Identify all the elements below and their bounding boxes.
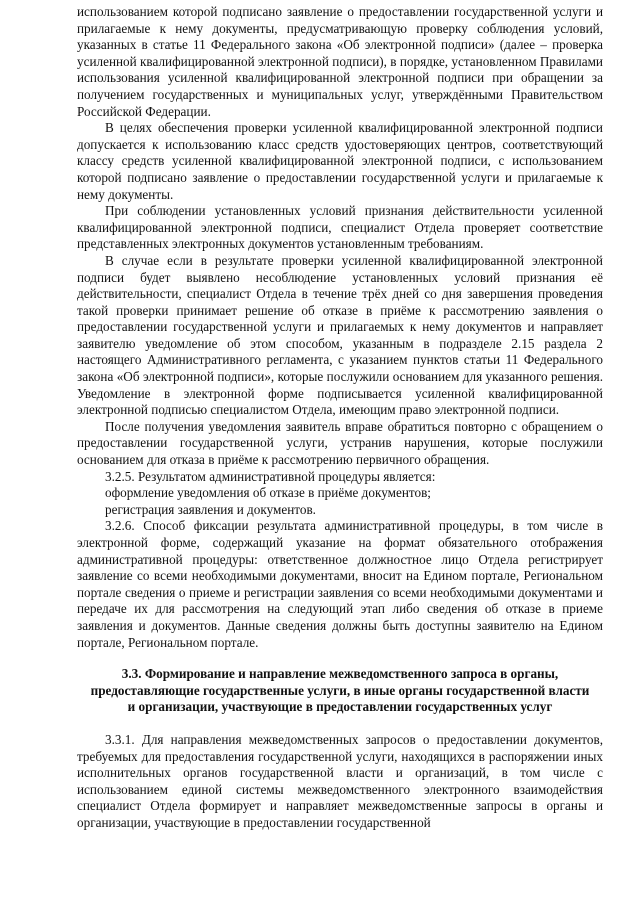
paragraph-verification-tools: В целях обеспечения проверки усиленной квалифицированной электронной подписи допускается к использованию класс средств удостоверяющих центров, соответствующий классу средств усиленной квалифицированной электронной подписи, с использованием которой подписано заявление о предоставлении государственной услуги и прилагаемые к нему документы. [77, 120, 603, 202]
paragraph-validity-conditions: При соблюдении установленных условий признания действительности усиленной квалифицированной электронной подписи, специалист Отдела проверяет соответствие представленных электронных документов установленным требованиям. [77, 203, 603, 252]
section-heading-3-3: 3.3. Формирование и направление межведомственного запроса в органы, предоставляющие государственные услуги, в иные органы государственной власти и организации, участвующие в предоставлении государственных услуг [90, 666, 590, 715]
paragraph-3-2-6-recording-method: 3.2.6. Способ фиксации результата административной процедуры, в том числе в электронной форме, содержащий указание на формат обязательного отображения административной процедуры: ответственное должностное лицо Отдела регистрирует заявление со всеми необходимыми документами, вносит на Едином портале, Региональном портале сведения о приеме и регистрации заявления со всеми необходимыми документами и передаче их для рассмотрения на следующий этап либо сведения об отказе в приеме заявления и документов. Данные сведения должны быть доступны заявителю на Едином портале, Региональном портале. [77, 518, 603, 650]
list-item-refusal-notice: оформление уведомления об отказе в приёме документов; [105, 485, 431, 501]
paragraph-refusal-procedure: В случае если в результате проверки усиленной квалифицированной электронной подписи будет выявлено несоблюдение установленных условий признания её действительности, специалист Отдела в течение трёх дней со дня завершения проведения такой проверки принимает решение об отказе в приёме к рассмотрению заявления о предоставлении государственной услуги и прилагаемых к нему документов и направляет заявителю уведомление об этом способом, указанным в подразделе 2.15 раздела 2 настоящего Административного регламента, с указанием пунктов статьи 11 Федерального закона «Об электронной подписи», которые послужили основанием для указанного решения. Уведомление в электронной форме подписывается усиленной квалифицированной электронной подписью специалистом Отдела, имеющим право электронной подписи. [77, 252, 603, 418]
paragraph-3-3-1-interagency-requests: 3.3.1. Для направления межведомственных запросов о предоставлении документов, требуемых для предоставления государственной услуги, находящихся в распоряжении иных исполнительных органов государственной власти и организаций, в том числе с использованием единой системы межведомственного электронного взаимодействия специалист Отдела формирует и направляет межведомственные запросы в органы и организации, участвующие в предоставлении государственной [77, 731, 603, 830]
paragraph-continuation-signature-check: использованием которой подписано заявление о предоставлении государственной услуги и прилагаемые к нему документы, предусматривающую проверку соблюдения условий, указанных в статье 11 Федерального закона «Об электронной подписи» (далее – проверка усиленной квалифицированной электронной подписи), в порядке, установленном Правилами использования усиленной квалифицированной электронной подписи при обращении за получением государственных и муниципальных услуг, утверждёнными Правительством Российской Федерации. [77, 4, 603, 119]
document-page [77, 4, 603, 832]
paragraph-3-2-5-result: 3.2.5. Результатом административной процедуры является: [105, 468, 436, 484]
paragraph-repeat-application: После получения уведомления заявитель вправе обратиться повторно с обращением о предоставлении государственной услуги, устранив нарушения, которые послужили основанием для отказа в приёме к рассмотрению первичного обращения. [77, 418, 603, 468]
list-item-registration: регистрация заявления и документов. [105, 501, 316, 517]
